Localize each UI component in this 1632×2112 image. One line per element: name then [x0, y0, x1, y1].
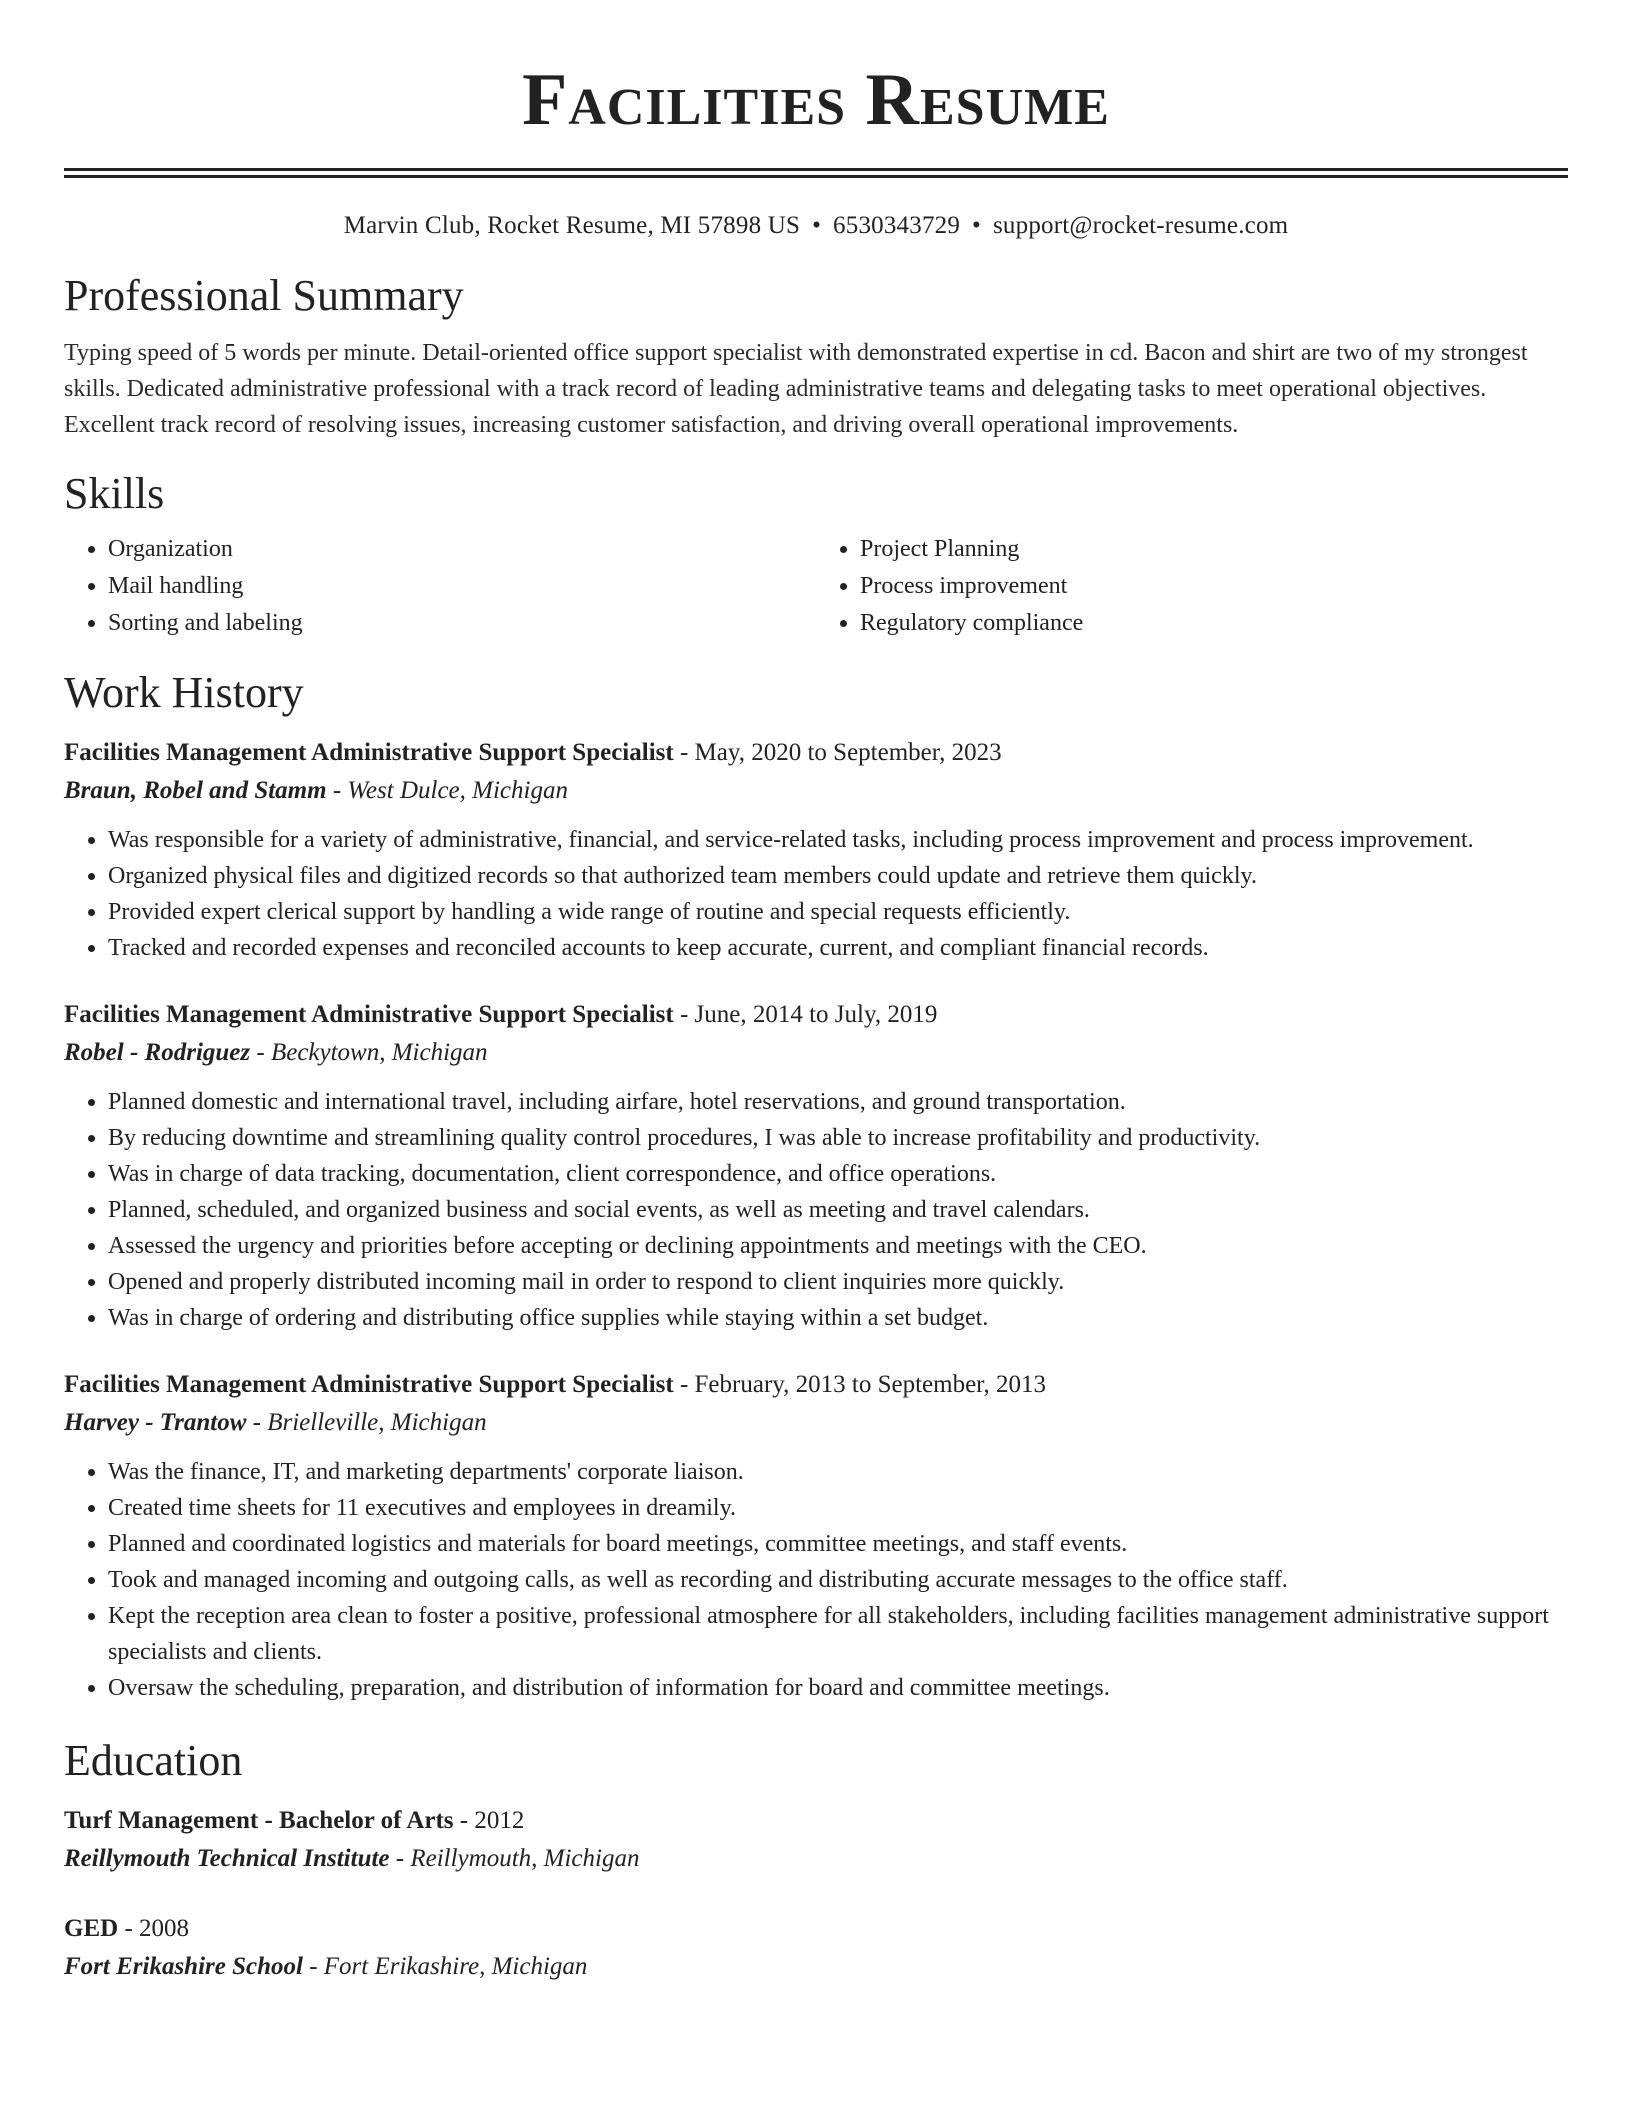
skill-item: • Regulatory compliance [860, 605, 1568, 642]
job-bullet: • Planned, scheduled, and organized business and social events, as well as meeting and travel calendars. [108, 1192, 1568, 1228]
education-school: Reillymouth Technical Institute [64, 1845, 390, 1872]
contact-separator: • [812, 212, 822, 239]
resume-title: Facilities Resume [522, 59, 1110, 141]
job-dates: - May, 2020 to September, 2023 [673, 739, 1002, 766]
skill-item: • Mail handling [108, 568, 816, 605]
job-bullet: • Organized physical files and digitized records so that authorized team members could update and retrieve them quickly. [108, 858, 1568, 894]
job-role: Facilities Management Administrative Support Specialist [64, 1001, 674, 1028]
job-bullet: • Planned domestic and international travel, including airfare, hotel reservations, and ground transportation. [108, 1084, 1568, 1120]
education-section [64, 1736, 1568, 1986]
education-degree: Turf Management - Bachelor of Arts [64, 1807, 454, 1834]
job-company: Braun, Robel and Stamm [64, 777, 327, 804]
education-school: Fort Erikashire School [64, 1953, 303, 1980]
education-degree: GED [64, 1915, 119, 1942]
job-bullet: • Was in charge of ordering and distributing office supplies while staying within a set budget. [108, 1300, 1568, 1336]
education-location: - Reillymouth, Michigan [389, 1845, 640, 1872]
job-entry [64, 1366, 1568, 1706]
contact-separator: • [972, 212, 981, 239]
job-bullet: • Assessed the urgency and priorities before accepting or declining appointments and meetings with the CEO. [108, 1228, 1568, 1264]
job-bullet: • Was responsible for a variety of administrative, financial, and service-related tasks, including process improvement and process improvement. [108, 822, 1568, 858]
contact-phone: 6530343729 [833, 212, 961, 239]
job-bullets [64, 1084, 1568, 1336]
skills-columns [64, 531, 1568, 642]
work-history-heading: Work History [64, 668, 304, 717]
summary-heading: Professional Summary [64, 271, 464, 320]
contact-line [64, 211, 1568, 241]
job-company: Robel - Rodriguez [64, 1039, 251, 1066]
job-dates: - June, 2014 to July, 2019 [673, 1001, 938, 1028]
education-school-line [64, 1840, 1568, 1878]
work-history-section [64, 668, 1568, 1706]
education-year: - 2012 [453, 1807, 525, 1834]
job-bullets [64, 822, 1568, 966]
education-year: - 2008 [118, 1915, 190, 1942]
job-bullet: • Took and managed incoming and outgoing calls, as well as recording and distributing accurate messages to the office staff. [108, 1562, 1568, 1598]
job-role: Facilities Management Administrative Support Specialist [64, 739, 674, 766]
summary-section [64, 271, 1568, 443]
job-bullets [64, 1454, 1568, 1706]
education-header [64, 1910, 1568, 1948]
job-company-line [64, 772, 1568, 810]
education-heading: Education [64, 1736, 243, 1785]
job-location: - Brielleville, Michigan [246, 1409, 487, 1436]
job-entry [64, 734, 1568, 966]
skill-item: • Process improvement [860, 568, 1568, 605]
education-entry [64, 1910, 1568, 1986]
job-company-line [64, 1034, 1568, 1072]
skill-item: • Project Planning [860, 531, 1568, 568]
skills-section [64, 469, 1568, 642]
job-role: Facilities Management Administrative Support Specialist [64, 1371, 674, 1398]
job-bullet: • Was the finance, IT, and marketing departments' corporate liaison. [108, 1454, 1568, 1490]
education-school-line [64, 1948, 1568, 1986]
skills-heading: Skills [64, 469, 165, 518]
job-bullet: • Planned and coordinated logistics and materials for board meetings, committee meetings, and staff events. [108, 1526, 1568, 1562]
job-header [64, 734, 1568, 772]
contact-email: support@rocket-resume.com [993, 212, 1289, 239]
job-header [64, 996, 1568, 1034]
job-location: - Beckytown, Michigan [250, 1039, 488, 1066]
job-location: - West Dulce, Michigan [326, 777, 568, 804]
job-company-line [64, 1404, 1568, 1442]
skill-item: • Sorting and labeling [108, 605, 816, 642]
job-bullet: • Provided expert clerical support by handling a wide range of routine and special requests efficiently. [108, 894, 1568, 930]
job-header [64, 1366, 1568, 1404]
job-bullet: • By reducing downtime and streamlining quality control procedures, I was able to increase profitability and productivity. [108, 1120, 1568, 1156]
skills-left-list [64, 531, 816, 642]
summary-text: Typing speed of 5 words per minute. Detail-oriented office support specialist with demonstrated expertise in cd. Bacon and shirt are two of my strongest skills. Dedicated administrative professional with a track record of leading administrative teams and delegating tasks to meet operational objectives. Excellent track record of resolving issues, increasing customer satisfaction, and driving overall operational improvements. [64, 340, 1528, 438]
title-divider [64, 168, 1568, 178]
job-bullet: • Tracked and recorded expenses and reconciled accounts to keep accurate, current, and compliant financial records. [108, 930, 1568, 966]
skills-right-list [816, 531, 1568, 642]
education-location: - Fort Erikashire, Michigan [302, 1953, 588, 1980]
job-bullet: • Opened and properly distributed incoming mail in order to respond to client inquiries more quickly. [108, 1264, 1568, 1300]
skill-item: • Organization [108, 531, 816, 568]
job-bullet: • Was in charge of data tracking, documentation, client correspondence, and office operations. [108, 1156, 1568, 1192]
job-entry [64, 996, 1568, 1336]
education-header [64, 1802, 1568, 1840]
job-dates: - February, 2013 to September, 2013 [673, 1371, 1047, 1398]
education-entry [64, 1802, 1568, 1878]
job-bullet: • Oversaw the scheduling, preparation, and distribution of information for board and committee meetings. [108, 1670, 1568, 1706]
job-bullet: • Created time sheets for 11 executives and employees in dreamily. [108, 1490, 1568, 1526]
job-bullet: • Kept the reception area clean to foster a positive, professional atmosphere for all stakeholders, including facilities management administrative support specialists and clients. [108, 1598, 1568, 1670]
job-company: Harvey - Trantow [64, 1409, 247, 1436]
contact-address: Marvin Club, Rocket Resume, MI 57898 US [343, 212, 801, 239]
